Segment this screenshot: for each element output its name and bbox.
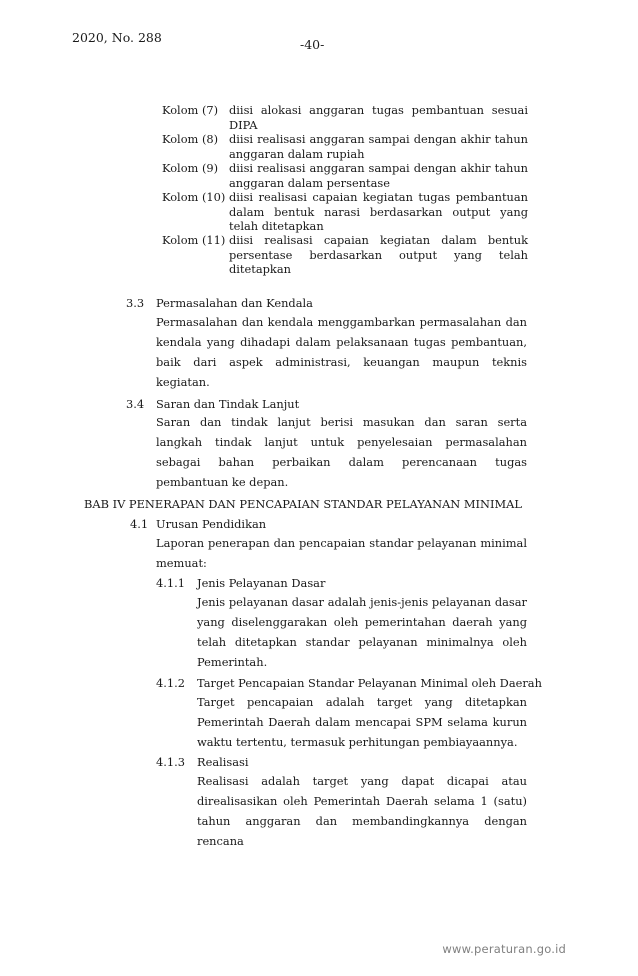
section-3-3-body: Permasalahan dan kendala menggambarkan permasalahan dan kendala yang dihadapi dalam pelaksanaan tugas pembantuan, baik dari aspek administrasi, keuangan maupun teknis kegiatan. xyxy=(156,315,527,389)
section-4-1-3-body: Realisasi adalah target yang dapat dicapai atau direalisasikan oleh Pemerintah Daerah selama 1 (satu) tahun anggaran dan membandingkannya dengan rencana xyxy=(197,774,527,848)
section-3-4-number: 3.4 xyxy=(126,397,145,411)
section-4-1-1-title: Jenis Pelayanan Dasar xyxy=(197,576,326,590)
kolom-text: diisi realisasi anggaran sampai dengan akhir tahun anggaran dalam persentase xyxy=(229,161,528,190)
kolom-text: diisi realisasi capaian kegiatan tugas pembantuan dalam bentuk narasi berdasarkan output yang telah ditetapkan xyxy=(229,190,528,234)
kolom-text: diisi alokasi anggaran tugas pembantuan sesuai DIPA xyxy=(229,103,528,132)
site-watermark: www.peraturan.go.id xyxy=(442,942,566,956)
kolom-text: diisi realisasi capaian kegiatan dalam bentuk persentase berdasarkan output yang telah ditetapkan xyxy=(229,233,528,277)
section-4-1-3-title: Realisasi xyxy=(197,755,249,769)
section-3-4-body: Saran dan tindak lanjut berisi masukan dan saran serta langkah tindak lanjut untuk penyelesaian permasalahan sebagai bahan perbaikan dalam perencanaan tugas pembantuan ke depan. xyxy=(156,415,527,489)
kolom-label: Kolom (10) xyxy=(162,190,226,204)
section-3-4-title: Saran dan Tindak Lanjut xyxy=(156,397,300,411)
section-4-1-title: Urusan Pendidikan xyxy=(156,517,267,531)
kolom-label: Kolom (11) xyxy=(162,233,226,247)
section-4-1-2-title: Target Pencapaian Standar Pelayanan Minimal oleh Daerah xyxy=(197,676,542,690)
kolom-label: Kolom (8) xyxy=(162,132,219,146)
section-4-1-number: 4.1 xyxy=(130,517,149,531)
section-3-3-number: 3.3 xyxy=(126,296,145,310)
kolom-label: Kolom (7) xyxy=(162,103,219,117)
section-3-3-title: Permasalahan dan Kendala xyxy=(156,296,313,310)
document-reference: 2020, No. 288 xyxy=(72,30,162,45)
kolom-text: diisi realisasi anggaran sampai dengan akhir tahun anggaran dalam rupiah xyxy=(229,132,528,161)
section-4-1-2-number: 4.1.2 xyxy=(156,676,185,690)
section-4-1-body: Laporan penerapan dan pencapaian standar pelayanan minimal memuat: xyxy=(156,536,527,570)
chapter-title: BAB IV PENERAPAN DAN PENCAPAIAN STANDAR PELAYANAN MINIMAL xyxy=(84,497,522,511)
kolom-label: Kolom (9) xyxy=(162,161,219,175)
section-4-1-3-number: 4.1.3 xyxy=(156,755,185,769)
section-4-1-2-body: Target pencapaian adalah target yang ditetapkan Pemerintah Daerah dalam mencapai SPM selama kurun waktu tertentu, termasuk perhitungan pembiayaannya. xyxy=(197,695,527,749)
page-number: -40- xyxy=(300,37,325,52)
section-4-1-1-body: Jenis pelayanan dasar adalah jenis-jenis pelayanan dasar yang diselenggarakan oleh pemerintahan daerah yang telah ditetapkan standar pelayanan minimalnya oleh Pemerintah. xyxy=(197,595,527,669)
section-4-1-1-number: 4.1.1 xyxy=(156,576,185,590)
